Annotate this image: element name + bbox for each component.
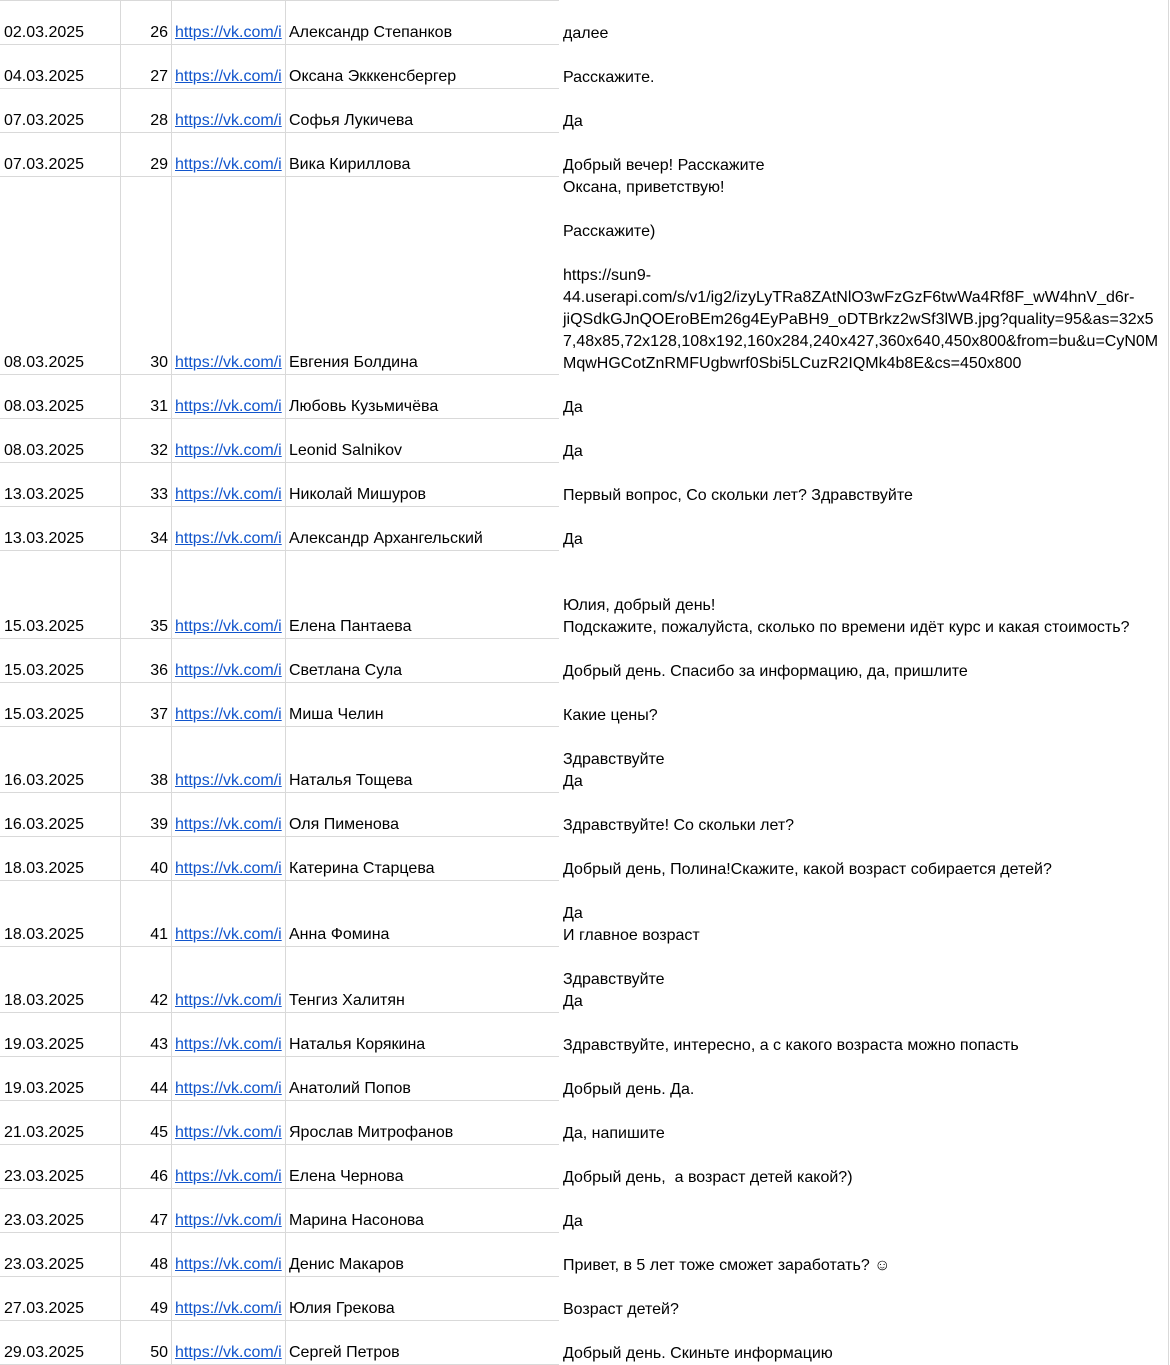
name-text: Александр Степанков <box>289 24 453 41</box>
name-cell[interactable] <box>286 45 559 89</box>
number-text: 33 <box>150 486 168 503</box>
name-text: Наталья Тощева <box>289 772 413 789</box>
date-cell[interactable] <box>0 507 121 551</box>
message-cell[interactable] <box>559 89 1170 133</box>
name-cell[interactable] <box>286 133 559 177</box>
message-text: Здравствуйте, интересно, а с какого возраста можно попасть <box>563 1037 1019 1054</box>
message-cell[interactable] <box>559 683 1170 727</box>
profile-cell[interactable] <box>172 1233 286 1277</box>
name-cell[interactable] <box>286 463 559 507</box>
message-cell[interactable] <box>559 1101 1170 1145</box>
name-cell[interactable] <box>286 1321 559 1365</box>
date-text: 13.03.2025 <box>4 530 85 547</box>
number-cell[interactable] <box>121 551 172 639</box>
name-text: Наталья Корякина <box>289 1036 426 1053</box>
profile-cell[interactable] <box>172 1 286 45</box>
number-cell[interactable] <box>121 507 172 551</box>
message-cell[interactable] <box>559 507 1170 551</box>
message-text: Расскажите. <box>563 69 655 86</box>
profile-cell[interactable] <box>172 133 286 177</box>
number-text: 42 <box>150 992 168 1009</box>
profile-link[interactable]: https://vk.com/i <box>175 860 282 877</box>
number-text: 36 <box>150 662 168 679</box>
message-cell[interactable] <box>559 463 1170 507</box>
date-text: 13.03.2025 <box>4 486 85 503</box>
date-text: 18.03.2025 <box>4 992 85 1009</box>
message-cell[interactable] <box>559 551 1170 639</box>
message-text: Здравствуйте Да <box>563 751 665 790</box>
profile-cell[interactable] <box>172 793 286 837</box>
date-text: 07.03.2025 <box>4 112 85 129</box>
name-text: Миша Челин <box>289 706 384 723</box>
message-text: Добрый день, а возраст детей какой?) <box>563 1169 853 1186</box>
date-text: 19.03.2025 <box>4 1080 85 1097</box>
date-text: 19.03.2025 <box>4 1036 85 1053</box>
profile-link[interactable]: https://vk.com/i <box>175 1344 282 1361</box>
name-text: Оля Пименова <box>289 816 399 833</box>
message-cell[interactable] <box>559 639 1170 683</box>
number-cell[interactable] <box>121 133 172 177</box>
message-text: Добрый день. Да. <box>563 1081 695 1098</box>
date-text: 16.03.2025 <box>4 816 85 833</box>
message-cell[interactable] <box>559 1145 1170 1189</box>
profile-link[interactable]: https://vk.com/i <box>175 442 282 459</box>
table-row[interactable] <box>0 419 1170 463</box>
table-row[interactable] <box>0 507 1170 551</box>
name-text: Ярослав Митрофанов <box>289 1124 454 1141</box>
number-cell[interactable] <box>121 1321 172 1365</box>
date-text: 16.03.2025 <box>4 772 85 789</box>
table-row[interactable] <box>0 463 1170 507</box>
name-text: Александр Архангельский <box>289 530 483 547</box>
date-text: 08.03.2025 <box>4 442 85 459</box>
message-text: Добрый вечер! Расскажите <box>563 157 765 174</box>
name-text: Марина Насонова <box>289 1212 424 1229</box>
message-cell[interactable] <box>559 1233 1170 1277</box>
profile-cell[interactable] <box>172 1321 286 1365</box>
name-text: Софья Лукичева <box>289 112 414 129</box>
number-text: 47 <box>150 1212 168 1229</box>
profile-link[interactable]: https://vk.com/i <box>175 112 282 129</box>
number-cell[interactable] <box>121 463 172 507</box>
name-cell[interactable] <box>286 551 559 639</box>
table-row[interactable] <box>0 1189 1170 1233</box>
number-cell[interactable] <box>121 639 172 683</box>
profile-cell[interactable] <box>172 1145 286 1189</box>
number-cell[interactable] <box>121 1057 172 1101</box>
profile-link[interactable]: https://vk.com/i <box>175 1300 282 1317</box>
profile-link[interactable]: https://vk.com/i <box>175 1124 282 1141</box>
table-row[interactable] <box>0 683 1170 727</box>
message-text: Оксана, приветствую! Расскажите) https://sun9- 44.userapi.com/s/v1/ig2/izyLyTRa8ZAtNlO3wFzGzF6twWa4Rf8F_wW4hnV_d6r- jiQSdkGJnQOEroBEm26g4EyPaBH9_oDTBrkz2wSf3lWB.jpg?quality=95&as=32x5 7,48x85,72x128,108x192,160x284,240x427,360x640,450x800&from=bu&u=CyN0M MqwHGCotZnRMFUgbwrf0Sbi5LCuzR2IQMk4b8E&cs=450x800 <box>563 179 1159 372</box>
message-cell[interactable] <box>559 45 1170 89</box>
name-cell[interactable] <box>286 1277 559 1321</box>
table-row[interactable] <box>0 793 1170 837</box>
date-cell[interactable] <box>0 551 121 639</box>
number-text: 44 <box>150 1080 168 1097</box>
date-cell[interactable] <box>0 1277 121 1321</box>
number-cell[interactable] <box>121 375 172 419</box>
number-cell[interactable] <box>121 177 172 375</box>
name-cell[interactable] <box>286 89 559 133</box>
date-cell[interactable] <box>0 89 121 133</box>
name-text: Анатолий Попов <box>289 1080 411 1097</box>
profile-link[interactable]: https://vk.com/i <box>175 662 282 679</box>
number-text: 34 <box>150 530 168 547</box>
profile-link[interactable]: https://vk.com/i <box>175 706 282 723</box>
name-cell[interactable] <box>286 881 559 947</box>
number-cell[interactable] <box>121 45 172 89</box>
profile-link[interactable]: https://vk.com/i <box>175 926 282 943</box>
message-text: далее <box>563 25 609 42</box>
name-cell[interactable] <box>286 793 559 837</box>
message-cell[interactable] <box>559 375 1170 419</box>
message-text: Добрый день. Скиньте информацию <box>563 1345 833 1362</box>
date-cell[interactable] <box>0 1189 121 1233</box>
message-text: Да <box>563 443 583 460</box>
message-text: Да, напишите <box>563 1125 665 1142</box>
profile-cell[interactable] <box>172 177 286 375</box>
message-text: Первый вопрос, Со скольки лет? Здравствуйте <box>563 487 913 504</box>
table-row[interactable] <box>0 551 1170 639</box>
profile-cell[interactable] <box>172 419 286 463</box>
profile-cell[interactable] <box>172 1057 286 1101</box>
table-row[interactable] <box>0 45 1170 89</box>
date-cell[interactable] <box>0 1101 121 1145</box>
message-cell[interactable] <box>559 1277 1170 1321</box>
number-text: 32 <box>150 442 168 459</box>
message-cell[interactable] <box>559 1321 1170 1365</box>
name-text: Светлана Сула <box>289 662 403 679</box>
message-cell[interactable] <box>559 133 1170 177</box>
name-text: Оксана Экккенсбергер <box>289 68 457 85</box>
number-text: 40 <box>150 860 168 877</box>
name-cell[interactable] <box>286 1 559 45</box>
number-text: 31 <box>150 398 168 415</box>
profile-link[interactable]: https://vk.com/i <box>175 1080 282 1097</box>
name-cell[interactable] <box>286 1013 559 1057</box>
message-text: Да <box>563 531 583 548</box>
name-cell[interactable] <box>286 1145 559 1189</box>
number-text: 28 <box>150 112 168 129</box>
table-row[interactable] <box>0 947 1170 1013</box>
profile-cell[interactable] <box>172 639 286 683</box>
number-text: 43 <box>150 1036 168 1053</box>
date-text: 07.03.2025 <box>4 156 85 173</box>
name-text: Сергей Петров <box>289 1344 400 1361</box>
date-cell[interactable] <box>0 133 121 177</box>
number-text: 48 <box>150 1256 168 1273</box>
date-cell[interactable] <box>0 1 121 45</box>
name-text: Leonid Salnikov <box>289 442 402 459</box>
message-text: Да <box>563 399 583 416</box>
date-text: 15.03.2025 <box>4 618 85 635</box>
message-cell[interactable] <box>559 837 1170 881</box>
table-row[interactable] <box>0 837 1170 881</box>
profile-cell[interactable] <box>172 1013 286 1057</box>
date-cell[interactable] <box>0 793 121 837</box>
message-cell[interactable] <box>559 793 1170 837</box>
profile-link[interactable]: https://vk.com/i <box>175 992 282 1009</box>
message-text: Привет, в 5 лет тоже сможет заработать? ☺ <box>563 1257 891 1274</box>
date-text: 18.03.2025 <box>4 926 85 943</box>
name-text: Тенгиз Халитян <box>289 992 405 1009</box>
number-text: 27 <box>150 68 168 85</box>
message-text: Да И главное возраст <box>563 905 700 944</box>
number-text: 30 <box>150 354 168 371</box>
table-row[interactable] <box>0 1013 1170 1057</box>
name-text: Елена Пантаева <box>289 618 412 635</box>
profile-cell[interactable] <box>172 727 286 793</box>
profile-cell[interactable] <box>172 89 286 133</box>
name-cell[interactable] <box>286 1233 559 1277</box>
date-text: 21.03.2025 <box>4 1124 85 1141</box>
profile-link[interactable]: https://vk.com/i <box>175 1256 282 1273</box>
name-text: Катерина Старцева <box>289 860 435 877</box>
name-cell[interactable] <box>286 947 559 1013</box>
date-cell[interactable] <box>0 1057 121 1101</box>
table-row[interactable] <box>0 1101 1170 1145</box>
number-text: 49 <box>150 1300 168 1317</box>
profile-link[interactable]: https://vk.com/i <box>175 816 282 833</box>
date-cell[interactable] <box>0 375 121 419</box>
date-cell[interactable] <box>0 1013 121 1057</box>
date-text: 08.03.2025 <box>4 398 85 415</box>
number-cell[interactable] <box>121 1189 172 1233</box>
number-text: 37 <box>150 706 168 723</box>
number-cell[interactable] <box>121 837 172 881</box>
profile-cell[interactable] <box>172 45 286 89</box>
profile-cell[interactable] <box>172 1189 286 1233</box>
message-text: Возраст детей? <box>563 1301 679 1318</box>
profile-cell[interactable] <box>172 683 286 727</box>
name-cell[interactable] <box>286 375 559 419</box>
date-cell[interactable] <box>0 463 121 507</box>
name-text: Денис Макаров <box>289 1256 404 1273</box>
profile-link[interactable]: https://vk.com/i <box>175 486 282 503</box>
profile-link[interactable]: https://vk.com/i <box>175 156 282 173</box>
profile-link[interactable]: https://vk.com/i <box>175 398 282 415</box>
number-cell[interactable] <box>121 683 172 727</box>
number-text: 46 <box>150 1168 168 1185</box>
table-row[interactable] <box>0 89 1170 133</box>
table-row[interactable] <box>0 1277 1170 1321</box>
profile-link[interactable]: https://vk.com/i <box>175 1168 282 1185</box>
number-cell[interactable] <box>121 1101 172 1145</box>
number-text: 26 <box>150 24 168 41</box>
table-row[interactable] <box>0 1145 1170 1189</box>
name-text: Вика Кириллова <box>289 156 411 173</box>
date-cell[interactable] <box>0 177 121 375</box>
name-text: Любовь Кузьмичёва <box>289 398 439 415</box>
date-text: 27.03.2025 <box>4 1300 85 1317</box>
date-text: 08.03.2025 <box>4 354 85 371</box>
message-text: Добрый день, Полина!Скажите, какой возраст собирается детей? <box>563 861 1052 878</box>
date-cell[interactable] <box>0 837 121 881</box>
name-cell[interactable] <box>286 1101 559 1145</box>
name-cell[interactable] <box>286 727 559 793</box>
number-cell[interactable] <box>121 881 172 947</box>
date-text: 15.03.2025 <box>4 706 85 723</box>
number-cell[interactable] <box>121 1145 172 1189</box>
message-cell[interactable] <box>559 727 1170 793</box>
message-cell[interactable] <box>559 947 1170 1013</box>
date-cell[interactable] <box>0 683 121 727</box>
message-text: Юлия, добрый день! Подскажите, пожалуйста, сколько по времени идёт курс и какая стоимость? <box>563 597 1130 636</box>
date-text: 23.03.2025 <box>4 1256 85 1273</box>
table-row[interactable] <box>0 727 1170 793</box>
date-text: 02.03.2025 <box>4 24 85 41</box>
profile-link[interactable]: https://vk.com/i <box>175 24 282 41</box>
name-text: Елена Чернова <box>289 1168 404 1185</box>
table-row[interactable] <box>0 881 1170 947</box>
name-cell[interactable] <box>286 1057 559 1101</box>
number-text: 38 <box>150 772 168 789</box>
table-row[interactable] <box>0 1233 1170 1277</box>
name-text: Евгения Болдина <box>289 354 418 371</box>
number-text: 50 <box>150 1344 168 1361</box>
name-cell[interactable] <box>286 683 559 727</box>
date-text: 04.03.2025 <box>4 68 85 85</box>
table-row[interactable] <box>0 1 1170 45</box>
date-text: 29.03.2025 <box>4 1344 85 1361</box>
message-text: Здравствуйте Да <box>563 971 665 1010</box>
profile-link[interactable]: https://vk.com/i <box>175 618 282 635</box>
name-text: Юлия Грекова <box>289 1300 395 1317</box>
name-cell[interactable] <box>286 507 559 551</box>
profile-cell[interactable] <box>172 1277 286 1321</box>
profile-cell[interactable] <box>172 375 286 419</box>
date-cell[interactable] <box>0 45 121 89</box>
profile-cell[interactable] <box>172 947 286 1013</box>
message-cell[interactable] <box>559 1013 1170 1057</box>
number-cell[interactable] <box>121 947 172 1013</box>
number-text: 45 <box>150 1124 168 1141</box>
date-cell[interactable] <box>0 1321 121 1365</box>
profile-link[interactable]: https://vk.com/i <box>175 530 282 547</box>
message-text: Добрый день. Спасибо за информацию, да, пришлите <box>563 663 968 680</box>
message-cell[interactable] <box>559 1057 1170 1101</box>
name-cell[interactable] <box>286 1189 559 1233</box>
table-row[interactable] <box>0 1057 1170 1101</box>
message-text: Да <box>563 113 583 130</box>
number-cell[interactable] <box>121 1013 172 1057</box>
name-cell[interactable] <box>286 639 559 683</box>
number-text: 41 <box>150 926 168 943</box>
profile-cell[interactable] <box>172 463 286 507</box>
date-cell[interactable] <box>0 419 121 463</box>
message-text: Да <box>563 1213 583 1230</box>
date-cell[interactable] <box>0 727 121 793</box>
date-text: 23.03.2025 <box>4 1168 85 1185</box>
number-cell[interactable] <box>121 1277 172 1321</box>
number-cell[interactable] <box>121 793 172 837</box>
name-cell[interactable] <box>286 419 559 463</box>
number-text: 35 <box>150 618 168 635</box>
profile-cell[interactable] <box>172 1101 286 1145</box>
profile-link[interactable]: https://vk.com/i <box>175 354 282 371</box>
table-row[interactable] <box>0 1321 1170 1365</box>
name-cell[interactable] <box>286 177 559 375</box>
message-cell[interactable] <box>559 177 1170 375</box>
date-text: 23.03.2025 <box>4 1212 85 1229</box>
profile-link[interactable]: https://vk.com/i <box>175 1212 282 1229</box>
message-cell[interactable] <box>559 419 1170 463</box>
profile-cell[interactable] <box>172 507 286 551</box>
date-text: 15.03.2025 <box>4 662 85 679</box>
number-cell[interactable] <box>121 1 172 45</box>
table-row[interactable] <box>0 639 1170 683</box>
date-cell[interactable] <box>0 881 121 947</box>
profile-link[interactable]: https://vk.com/i <box>175 1036 282 1053</box>
number-text: 29 <box>150 156 168 173</box>
profile-link[interactable]: https://vk.com/i <box>175 68 282 85</box>
profile-cell[interactable] <box>172 837 286 881</box>
profile-cell[interactable] <box>172 551 286 639</box>
number-cell[interactable] <box>121 727 172 793</box>
message-text: Здравствуйте! Со скольки лет? <box>563 817 795 834</box>
name-text: Николай Мишуров <box>289 486 427 503</box>
number-cell[interactable] <box>121 1233 172 1277</box>
name-cell[interactable] <box>286 837 559 881</box>
date-cell[interactable] <box>0 1145 121 1189</box>
table-row[interactable] <box>0 375 1170 419</box>
number-text: 39 <box>150 816 168 833</box>
number-cell[interactable] <box>121 89 172 133</box>
message-cell[interactable] <box>559 881 1170 947</box>
name-text: Анна Фомина <box>289 926 390 943</box>
message-cell[interactable] <box>559 1189 1170 1233</box>
table-row[interactable] <box>0 177 1170 375</box>
date-cell[interactable] <box>0 947 121 1013</box>
profile-link[interactable]: https://vk.com/i <box>175 772 282 789</box>
table-row[interactable] <box>0 133 1170 177</box>
date-cell[interactable] <box>0 639 121 683</box>
number-cell[interactable] <box>121 419 172 463</box>
message-cell[interactable] <box>559 1 1170 45</box>
date-cell[interactable] <box>0 1233 121 1277</box>
date-text: 18.03.2025 <box>4 860 85 877</box>
profile-cell[interactable] <box>172 881 286 947</box>
message-text: Какие цены? <box>563 707 658 724</box>
